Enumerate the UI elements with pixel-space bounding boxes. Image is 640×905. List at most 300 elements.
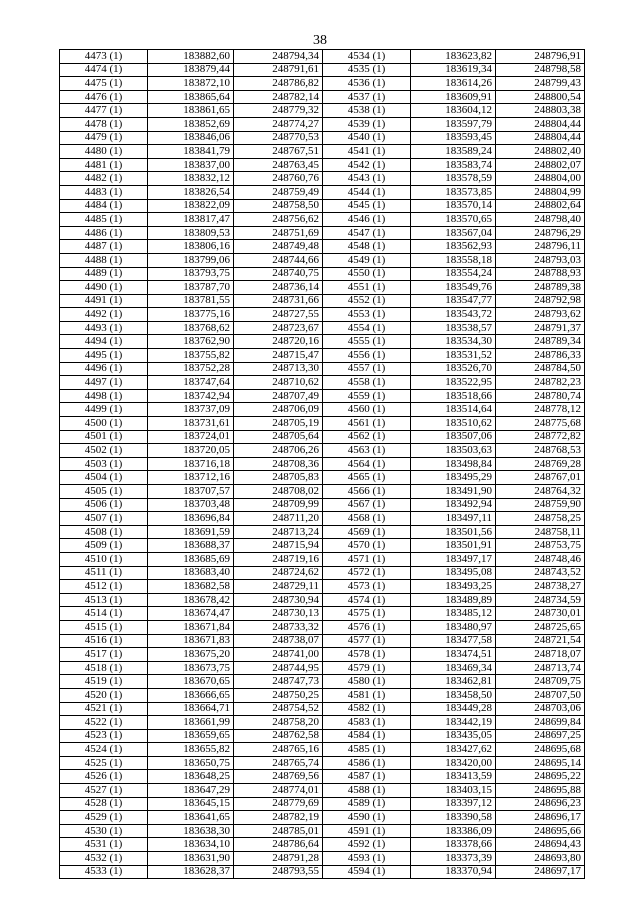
x-coordinate-cell: 183720,05 xyxy=(148,444,234,458)
y-coordinate-cell: 248782,14 xyxy=(234,90,323,104)
point-id-cell: 4491 (1) xyxy=(60,294,148,308)
y-coordinate-cell: 248750,25 xyxy=(234,688,323,702)
point-id-cell: 4573 (1) xyxy=(323,580,411,594)
x-coordinate-cell: 183675,20 xyxy=(148,648,234,662)
point-id-cell: 4535 (1) xyxy=(323,63,411,77)
y-coordinate-cell: 248709,99 xyxy=(234,498,323,512)
y-coordinate-cell: 248719,16 xyxy=(234,552,323,566)
point-id-cell: 4583 (1) xyxy=(323,716,411,730)
point-id-cell: 4542 (1) xyxy=(323,158,411,172)
table-row xyxy=(60,172,585,186)
x-coordinate-cell: 183861,65 xyxy=(148,104,234,118)
x-coordinate-cell: 183707,57 xyxy=(148,485,234,499)
x-coordinate-cell: 183485,12 xyxy=(411,607,496,621)
y-coordinate-cell: 248747,73 xyxy=(234,675,323,689)
x-coordinate-cell: 183413,59 xyxy=(411,770,496,784)
table-row xyxy=(60,702,585,716)
x-coordinate-cell: 183655,82 xyxy=(148,743,234,757)
y-coordinate-cell: 248793,03 xyxy=(496,253,585,267)
x-coordinate-cell: 183390,58 xyxy=(411,811,496,825)
y-coordinate-cell: 248758,25 xyxy=(496,512,585,526)
point-id-cell: 4557 (1) xyxy=(323,362,411,376)
x-coordinate-cell: 183826,54 xyxy=(148,185,234,199)
x-coordinate-cell: 183597,79 xyxy=(411,117,496,131)
x-coordinate-cell: 183469,34 xyxy=(411,661,496,675)
point-id-cell: 4499 (1) xyxy=(60,403,148,417)
x-coordinate-cell: 183822,09 xyxy=(148,199,234,213)
point-id-cell: 4473 (1) xyxy=(60,50,148,64)
x-coordinate-cell: 183510,62 xyxy=(411,417,496,431)
point-id-cell: 4564 (1) xyxy=(323,457,411,471)
x-coordinate-cell: 183666,65 xyxy=(148,688,234,702)
y-coordinate-cell: 248756,62 xyxy=(234,213,323,227)
y-coordinate-cell: 248758,50 xyxy=(234,199,323,213)
x-coordinate-cell: 183474,51 xyxy=(411,648,496,662)
point-id-cell: 4580 (1) xyxy=(323,675,411,689)
point-id-cell: 4524 (1) xyxy=(60,743,148,757)
x-coordinate-cell: 183370,94 xyxy=(411,865,496,879)
y-coordinate-cell: 248709,75 xyxy=(496,675,585,689)
point-id-cell: 4528 (1) xyxy=(60,797,148,811)
coordinates-table xyxy=(59,49,585,879)
y-coordinate-cell: 248759,49 xyxy=(234,185,323,199)
x-coordinate-cell: 183562,93 xyxy=(411,240,496,254)
point-id-cell: 4497 (1) xyxy=(60,376,148,390)
point-id-cell: 4541 (1) xyxy=(323,145,411,159)
x-coordinate-cell: 183623,82 xyxy=(411,50,496,64)
point-id-cell: 4517 (1) xyxy=(60,648,148,662)
x-coordinate-cell: 183661,99 xyxy=(148,716,234,730)
point-id-cell: 4506 (1) xyxy=(60,498,148,512)
point-id-cell: 4545 (1) xyxy=(323,199,411,213)
y-coordinate-cell: 248710,62 xyxy=(234,376,323,390)
x-coordinate-cell: 183872,10 xyxy=(148,77,234,91)
x-coordinate-cell: 183793,75 xyxy=(148,267,234,281)
y-coordinate-cell: 248792,98 xyxy=(496,294,585,308)
table-row xyxy=(60,485,585,499)
y-coordinate-cell: 248713,74 xyxy=(496,661,585,675)
point-id-cell: 4579 (1) xyxy=(323,661,411,675)
x-coordinate-cell: 183578,59 xyxy=(411,172,496,186)
point-id-cell: 4483 (1) xyxy=(60,185,148,199)
table-row xyxy=(60,457,585,471)
point-id-cell: 4586 (1) xyxy=(323,756,411,770)
x-coordinate-cell: 183570,65 xyxy=(411,213,496,227)
point-id-cell: 4498 (1) xyxy=(60,389,148,403)
x-coordinate-cell: 183593,45 xyxy=(411,131,496,145)
point-id-cell: 4547 (1) xyxy=(323,226,411,240)
x-coordinate-cell: 183534,30 xyxy=(411,335,496,349)
point-id-cell: 4474 (1) xyxy=(60,63,148,77)
table-row xyxy=(60,253,585,267)
x-coordinate-cell: 183852,69 xyxy=(148,117,234,131)
x-coordinate-cell: 183648,25 xyxy=(148,770,234,784)
x-coordinate-cell: 183491,90 xyxy=(411,485,496,499)
point-id-cell: 4546 (1) xyxy=(323,213,411,227)
y-coordinate-cell: 248695,22 xyxy=(496,770,585,784)
x-coordinate-cell: 183659,65 xyxy=(148,729,234,743)
y-coordinate-cell: 248796,29 xyxy=(496,226,585,240)
point-id-cell: 4549 (1) xyxy=(323,253,411,267)
point-id-cell: 4488 (1) xyxy=(60,253,148,267)
x-coordinate-cell: 183742,94 xyxy=(148,389,234,403)
y-coordinate-cell: 248785,01 xyxy=(234,824,323,838)
table-row xyxy=(60,552,585,566)
y-coordinate-cell: 248743,52 xyxy=(496,566,585,580)
x-coordinate-cell: 183837,00 xyxy=(148,158,234,172)
x-coordinate-cell: 183501,91 xyxy=(411,539,496,553)
table-row xyxy=(60,525,585,539)
x-coordinate-cell: 183671,83 xyxy=(148,634,234,648)
y-coordinate-cell: 248736,14 xyxy=(234,281,323,295)
point-id-cell: 4575 (1) xyxy=(323,607,411,621)
x-coordinate-cell: 183489,89 xyxy=(411,593,496,607)
point-id-cell: 4558 (1) xyxy=(323,376,411,390)
y-coordinate-cell: 248796,91 xyxy=(496,50,585,64)
y-coordinate-cell: 248800,54 xyxy=(496,90,585,104)
y-coordinate-cell: 248705,64 xyxy=(234,430,323,444)
point-id-cell: 4539 (1) xyxy=(323,117,411,131)
point-id-cell: 4543 (1) xyxy=(323,172,411,186)
y-coordinate-cell: 248713,24 xyxy=(234,525,323,539)
x-coordinate-cell: 183493,25 xyxy=(411,580,496,594)
point-id-cell: 4477 (1) xyxy=(60,104,148,118)
x-coordinate-cell: 183670,65 xyxy=(148,675,234,689)
point-id-cell: 4569 (1) xyxy=(323,525,411,539)
x-coordinate-cell: 183671,84 xyxy=(148,620,234,634)
x-coordinate-cell: 183435,05 xyxy=(411,729,496,743)
table-row xyxy=(60,417,585,431)
point-id-cell: 4594 (1) xyxy=(323,865,411,879)
y-coordinate-cell: 248793,62 xyxy=(496,308,585,322)
y-coordinate-cell: 248779,32 xyxy=(234,104,323,118)
point-id-cell: 4479 (1) xyxy=(60,131,148,145)
page-number: 38 xyxy=(313,33,327,48)
point-id-cell: 4501 (1) xyxy=(60,430,148,444)
y-coordinate-cell: 248705,19 xyxy=(234,417,323,431)
x-coordinate-cell: 183477,58 xyxy=(411,634,496,648)
y-coordinate-cell: 248694,43 xyxy=(496,838,585,852)
x-coordinate-cell: 183497,17 xyxy=(411,552,496,566)
x-coordinate-cell: 183526,70 xyxy=(411,362,496,376)
x-coordinate-cell: 183688,37 xyxy=(148,539,234,553)
y-coordinate-cell: 248769,56 xyxy=(234,770,323,784)
x-coordinate-cell: 183716,18 xyxy=(148,457,234,471)
point-id-cell: 4520 (1) xyxy=(60,688,148,702)
y-coordinate-cell: 248748,46 xyxy=(496,552,585,566)
point-id-cell: 4584 (1) xyxy=(323,729,411,743)
x-coordinate-cell: 183501,56 xyxy=(411,525,496,539)
y-coordinate-cell: 248708,02 xyxy=(234,485,323,499)
x-coordinate-cell: 183619,34 xyxy=(411,63,496,77)
y-coordinate-cell: 248786,82 xyxy=(234,77,323,91)
y-coordinate-cell: 248782,19 xyxy=(234,811,323,825)
point-id-cell: 4495 (1) xyxy=(60,349,148,363)
point-id-cell: 4518 (1) xyxy=(60,661,148,675)
x-coordinate-cell: 183495,08 xyxy=(411,566,496,580)
y-coordinate-cell: 248707,50 xyxy=(496,688,585,702)
point-id-cell: 4590 (1) xyxy=(323,811,411,825)
table-row xyxy=(60,281,585,295)
x-coordinate-cell: 183731,61 xyxy=(148,417,234,431)
point-id-cell: 4490 (1) xyxy=(60,281,148,295)
x-coordinate-cell: 183691,59 xyxy=(148,525,234,539)
y-coordinate-cell: 248705,83 xyxy=(234,471,323,485)
y-coordinate-cell: 248711,20 xyxy=(234,512,323,526)
y-coordinate-cell: 248788,93 xyxy=(496,267,585,281)
x-coordinate-cell: 183683,40 xyxy=(148,566,234,580)
y-coordinate-cell: 248753,75 xyxy=(496,539,585,553)
x-coordinate-cell: 183762,90 xyxy=(148,335,234,349)
table-row xyxy=(60,90,585,104)
y-coordinate-cell: 248730,01 xyxy=(496,607,585,621)
x-coordinate-cell: 183664,71 xyxy=(148,702,234,716)
x-coordinate-cell: 183724,01 xyxy=(148,430,234,444)
y-coordinate-cell: 248802,07 xyxy=(496,158,585,172)
y-coordinate-cell: 248774,27 xyxy=(234,117,323,131)
x-coordinate-cell: 183543,72 xyxy=(411,308,496,322)
point-id-cell: 4581 (1) xyxy=(323,688,411,702)
table-row xyxy=(60,865,585,879)
y-coordinate-cell: 248764,32 xyxy=(496,485,585,499)
x-coordinate-cell: 183495,29 xyxy=(411,471,496,485)
x-coordinate-cell: 183373,39 xyxy=(411,852,496,866)
y-coordinate-cell: 248723,67 xyxy=(234,321,323,335)
table-row xyxy=(60,634,585,648)
y-coordinate-cell: 248729,11 xyxy=(234,580,323,594)
y-coordinate-cell: 248762,58 xyxy=(234,729,323,743)
point-id-cell: 4563 (1) xyxy=(323,444,411,458)
x-coordinate-cell: 183685,69 xyxy=(148,552,234,566)
y-coordinate-cell: 248695,66 xyxy=(496,824,585,838)
point-id-cell: 4572 (1) xyxy=(323,566,411,580)
point-id-cell: 4494 (1) xyxy=(60,335,148,349)
x-coordinate-cell: 183879,44 xyxy=(148,63,234,77)
x-coordinate-cell: 183558,18 xyxy=(411,253,496,267)
table-row xyxy=(60,580,585,594)
point-id-cell: 4578 (1) xyxy=(323,648,411,662)
point-id-cell: 4476 (1) xyxy=(60,90,148,104)
y-coordinate-cell: 248708,36 xyxy=(234,457,323,471)
point-id-cell: 4530 (1) xyxy=(60,824,148,838)
table-row xyxy=(60,77,585,91)
x-coordinate-cell: 183832,12 xyxy=(148,172,234,186)
point-id-cell: 4550 (1) xyxy=(323,267,411,281)
point-id-cell: 4489 (1) xyxy=(60,267,148,281)
point-id-cell: 4496 (1) xyxy=(60,362,148,376)
table-row xyxy=(60,362,585,376)
x-coordinate-cell: 183817,47 xyxy=(148,213,234,227)
y-coordinate-cell: 248713,30 xyxy=(234,362,323,376)
table-row xyxy=(60,403,585,417)
x-coordinate-cell: 183547,77 xyxy=(411,294,496,308)
point-id-cell: 4593 (1) xyxy=(323,852,411,866)
table-row xyxy=(60,444,585,458)
y-coordinate-cell: 248734,59 xyxy=(496,593,585,607)
coordinates-table-body xyxy=(60,50,585,879)
x-coordinate-cell: 183514,64 xyxy=(411,403,496,417)
y-coordinate-cell: 248721,54 xyxy=(496,634,585,648)
point-id-cell: 4478 (1) xyxy=(60,117,148,131)
y-coordinate-cell: 248763,45 xyxy=(234,158,323,172)
x-coordinate-cell: 183712,16 xyxy=(148,471,234,485)
y-coordinate-cell: 248778,12 xyxy=(496,403,585,417)
point-id-cell: 4523 (1) xyxy=(60,729,148,743)
x-coordinate-cell: 183865,64 xyxy=(148,90,234,104)
table-row xyxy=(60,335,585,349)
x-coordinate-cell: 183531,52 xyxy=(411,349,496,363)
y-coordinate-cell: 248715,47 xyxy=(234,349,323,363)
point-id-cell: 4526 (1) xyxy=(60,770,148,784)
point-id-cell: 4511 (1) xyxy=(60,566,148,580)
table-row xyxy=(60,797,585,811)
point-id-cell: 4529 (1) xyxy=(60,811,148,825)
point-id-cell: 4484 (1) xyxy=(60,199,148,213)
table-row xyxy=(60,648,585,662)
y-coordinate-cell: 248775,68 xyxy=(496,417,585,431)
table-row xyxy=(60,376,585,390)
x-coordinate-cell: 183538,57 xyxy=(411,321,496,335)
point-id-cell: 4585 (1) xyxy=(323,743,411,757)
x-coordinate-cell: 183747,64 xyxy=(148,376,234,390)
x-coordinate-cell: 183634,10 xyxy=(148,838,234,852)
point-id-cell: 4561 (1) xyxy=(323,417,411,431)
point-id-cell: 4574 (1) xyxy=(323,593,411,607)
y-coordinate-cell: 248693,80 xyxy=(496,852,585,866)
y-coordinate-cell: 248804,00 xyxy=(496,172,585,186)
x-coordinate-cell: 183378,66 xyxy=(411,838,496,852)
x-coordinate-cell: 183614,26 xyxy=(411,77,496,91)
y-coordinate-cell: 248751,69 xyxy=(234,226,323,240)
y-coordinate-cell: 248791,61 xyxy=(234,63,323,77)
y-coordinate-cell: 248798,58 xyxy=(496,63,585,77)
table-row xyxy=(60,158,585,172)
y-coordinate-cell: 248786,64 xyxy=(234,838,323,852)
point-id-cell: 4509 (1) xyxy=(60,539,148,553)
y-coordinate-cell: 248697,25 xyxy=(496,729,585,743)
table-row xyxy=(60,267,585,281)
point-id-cell: 4540 (1) xyxy=(323,131,411,145)
point-id-cell: 4534 (1) xyxy=(323,50,411,64)
table-row xyxy=(60,675,585,689)
point-id-cell: 4482 (1) xyxy=(60,172,148,186)
point-id-cell: 4521 (1) xyxy=(60,702,148,716)
x-coordinate-cell: 183737,09 xyxy=(148,403,234,417)
x-coordinate-cell: 183403,15 xyxy=(411,784,496,798)
x-coordinate-cell: 183522,95 xyxy=(411,376,496,390)
point-id-cell: 4522 (1) xyxy=(60,716,148,730)
y-coordinate-cell: 248749,48 xyxy=(234,240,323,254)
x-coordinate-cell: 183507,06 xyxy=(411,430,496,444)
table-row xyxy=(60,63,585,77)
point-id-cell: 4560 (1) xyxy=(323,403,411,417)
point-id-cell: 4589 (1) xyxy=(323,797,411,811)
point-id-cell: 4507 (1) xyxy=(60,512,148,526)
x-coordinate-cell: 183442,19 xyxy=(411,716,496,730)
point-id-cell: 4514 (1) xyxy=(60,607,148,621)
y-coordinate-cell: 248772,82 xyxy=(496,430,585,444)
table-row xyxy=(60,498,585,512)
y-coordinate-cell: 248730,13 xyxy=(234,607,323,621)
table-row xyxy=(60,756,585,770)
x-coordinate-cell: 183427,62 xyxy=(411,743,496,757)
point-id-cell: 4554 (1) xyxy=(323,321,411,335)
y-coordinate-cell: 248725,65 xyxy=(496,620,585,634)
table-row xyxy=(60,743,585,757)
point-id-cell: 4502 (1) xyxy=(60,444,148,458)
y-coordinate-cell: 248760,76 xyxy=(234,172,323,186)
point-id-cell: 4582 (1) xyxy=(323,702,411,716)
y-coordinate-cell: 248695,14 xyxy=(496,756,585,770)
y-coordinate-cell: 248720,16 xyxy=(234,335,323,349)
point-id-cell: 4591 (1) xyxy=(323,824,411,838)
x-coordinate-cell: 183498,84 xyxy=(411,457,496,471)
y-coordinate-cell: 248779,69 xyxy=(234,797,323,811)
x-coordinate-cell: 183841,79 xyxy=(148,145,234,159)
y-coordinate-cell: 248770,53 xyxy=(234,131,323,145)
point-id-cell: 4548 (1) xyxy=(323,240,411,254)
table-row xyxy=(60,117,585,131)
x-coordinate-cell: 183638,30 xyxy=(148,824,234,838)
point-id-cell: 4512 (1) xyxy=(60,580,148,594)
table-row xyxy=(60,321,585,335)
x-coordinate-cell: 183386,09 xyxy=(411,824,496,838)
table-row xyxy=(60,145,585,159)
y-coordinate-cell: 248733,32 xyxy=(234,620,323,634)
point-id-cell: 4486 (1) xyxy=(60,226,148,240)
y-coordinate-cell: 248789,38 xyxy=(496,281,585,295)
table-row xyxy=(60,430,585,444)
x-coordinate-cell: 183673,75 xyxy=(148,661,234,675)
y-coordinate-cell: 248774,01 xyxy=(234,784,323,798)
point-id-cell: 4503 (1) xyxy=(60,457,148,471)
y-coordinate-cell: 248804,44 xyxy=(496,117,585,131)
x-coordinate-cell: 183787,70 xyxy=(148,281,234,295)
x-coordinate-cell: 183781,55 xyxy=(148,294,234,308)
point-id-cell: 4525 (1) xyxy=(60,756,148,770)
point-id-cell: 4475 (1) xyxy=(60,77,148,91)
x-coordinate-cell: 183549,76 xyxy=(411,281,496,295)
y-coordinate-cell: 248741,00 xyxy=(234,648,323,662)
y-coordinate-cell: 248767,51 xyxy=(234,145,323,159)
x-coordinate-cell: 183573,85 xyxy=(411,185,496,199)
point-id-cell: 4577 (1) xyxy=(323,634,411,648)
x-coordinate-cell: 183420,00 xyxy=(411,756,496,770)
point-id-cell: 4555 (1) xyxy=(323,335,411,349)
x-coordinate-cell: 183609,91 xyxy=(411,90,496,104)
y-coordinate-cell: 248715,94 xyxy=(234,539,323,553)
point-id-cell: 4516 (1) xyxy=(60,634,148,648)
x-coordinate-cell: 183449,28 xyxy=(411,702,496,716)
point-id-cell: 4587 (1) xyxy=(323,770,411,784)
table-row xyxy=(60,661,585,675)
table-row xyxy=(60,688,585,702)
y-coordinate-cell: 248744,95 xyxy=(234,661,323,675)
y-coordinate-cell: 248799,43 xyxy=(496,77,585,91)
y-coordinate-cell: 248696,23 xyxy=(496,797,585,811)
table-row xyxy=(60,620,585,634)
point-id-cell: 4527 (1) xyxy=(60,784,148,798)
y-coordinate-cell: 248744,66 xyxy=(234,253,323,267)
y-coordinate-cell: 248796,11 xyxy=(496,240,585,254)
point-id-cell: 4532 (1) xyxy=(60,852,148,866)
x-coordinate-cell: 183570,14 xyxy=(411,199,496,213)
point-id-cell: 4556 (1) xyxy=(323,349,411,363)
y-coordinate-cell: 248759,90 xyxy=(496,498,585,512)
point-id-cell: 4513 (1) xyxy=(60,593,148,607)
table-row xyxy=(60,566,585,580)
point-id-cell: 4551 (1) xyxy=(323,281,411,295)
